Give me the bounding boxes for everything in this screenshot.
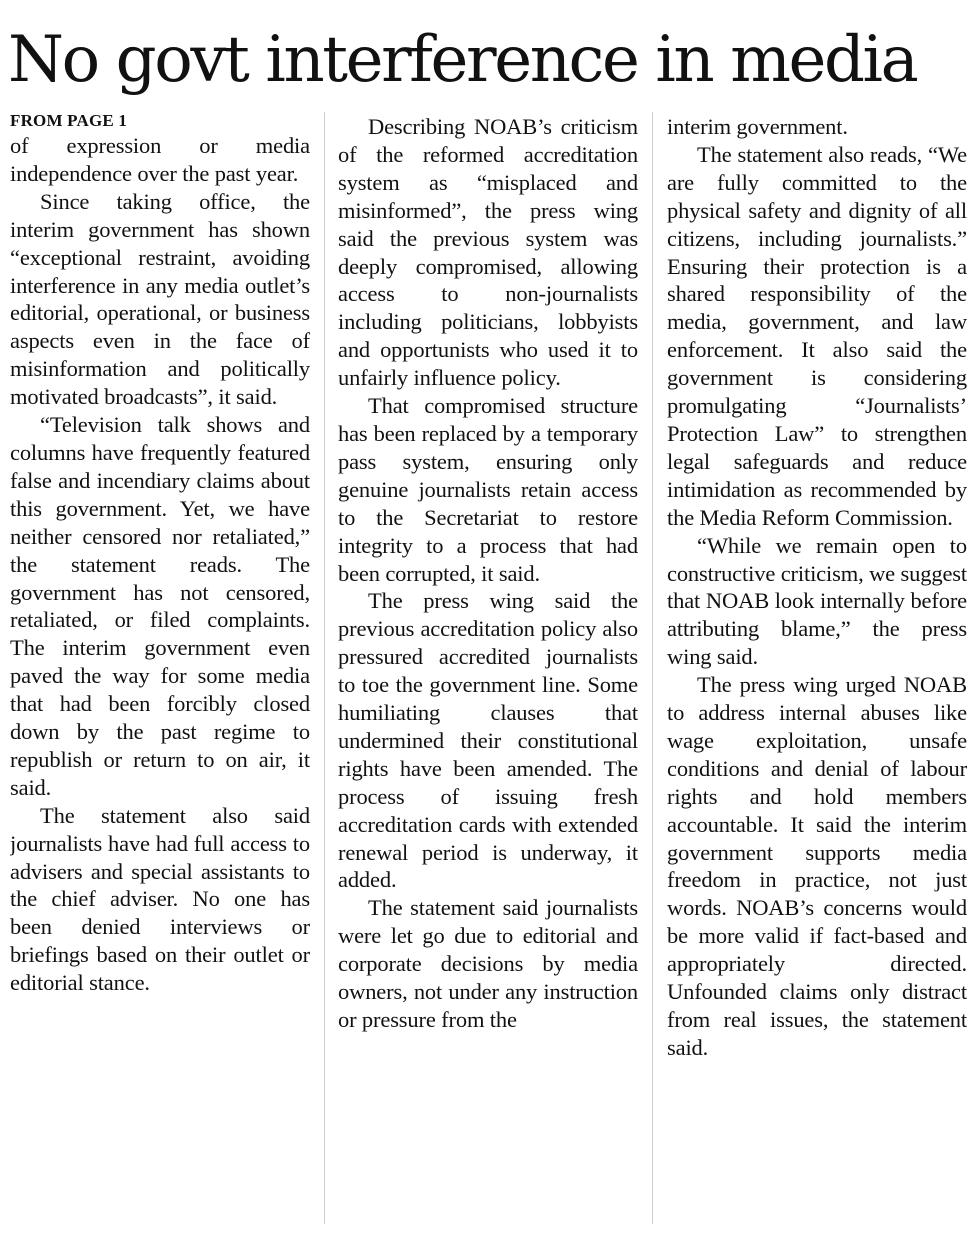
column-divider xyxy=(324,112,325,1224)
paragraph: “While we remain open to constructive criticism, we suggest that NOAB look internally before attributing blame,” the press wing said. xyxy=(667,532,967,670)
paragraph: The statement said journalists were let go due to editorial and corporate decisions by media owners, not under any instruction or pressure from the xyxy=(338,895,638,1032)
paragraph: The statement also reads, “We are fully committed to the physical safety and dignity of all citizens, including journalists.” Ensuring their protection is a shared responsibility of the media, government, and law enforcement. It also said the government is considering promulgating “Journalists’ Protection Law” to strengthen legal safeguards and reduce intimidation as recommended by the Media Reform Commission. xyxy=(667,141,967,530)
kicker-label: FROM PAGE 1 xyxy=(10,111,128,130)
headline: No govt interference in media xyxy=(8,23,917,97)
paragraph: The press wing said the previous accreditation policy also pressured accredited journalists to toe the government line. Some humiliating clauses that undermined their constitutional rights have been amended. The process of issuing fresh accreditation cards with extended renewal period is underway, it added. xyxy=(338,588,638,893)
paragraph: Since taking office, the interim government has shown “exceptional restraint, avoiding interference in any media outlet’s editorial, operational, or business aspects even in the face of misinformation and politically motivated broadcasts”, it said. xyxy=(10,188,310,410)
paragraph: The press wing urged NOAB to address internal abuses like wage exploitation, unsafe conditions and denial of labour rights and hold members accountable. It said the interim government supports media freedom in practice, not just words. NOAB’s concerns would be more valid if fact-based and appropriately directed. Unfounded claims only distract from real issues, the statement said. xyxy=(667,672,967,1060)
article-column-1 xyxy=(10,110,310,1230)
paragraph: The statement also said journalists have had full access to advisers and special assistants to the chief adviser. No one has been denied interviews or briefings based on their outlet or editorial stance. xyxy=(10,802,310,996)
paragraph: interim government. xyxy=(667,114,848,139)
paragraph: That compromised structure has been replaced by a temporary pass system, ensuring only genuine journalists retain access to the Secretariat to restore integrity to a process that had been corrupted, it said. xyxy=(338,393,638,586)
paragraph: of expression or media independence over the past year. xyxy=(10,133,310,186)
paragraph: “Television talk shows and columns have frequently featured false and incendiary claims about this government. Yet, we have neither censored nor retaliated,” the statement reads. The government has not censored, retaliated, or filed complaints. The interim government even paved the way for some media that had been forcibly closed down by the past regime to republish or return to on air, it said. xyxy=(10,412,310,800)
article-column-3 xyxy=(667,110,967,1230)
paragraph: Describing NOAB’s criticism of the reformed accreditation system as “misplaced and misinformed”, the press wing said the previous system was deeply compromised, allowing access to non-journalists including politicians, lobbyists and opportunists who used it to unfairly influence policy. xyxy=(338,114,638,391)
article-column-2 xyxy=(338,110,638,1230)
column-divider xyxy=(652,112,653,1224)
